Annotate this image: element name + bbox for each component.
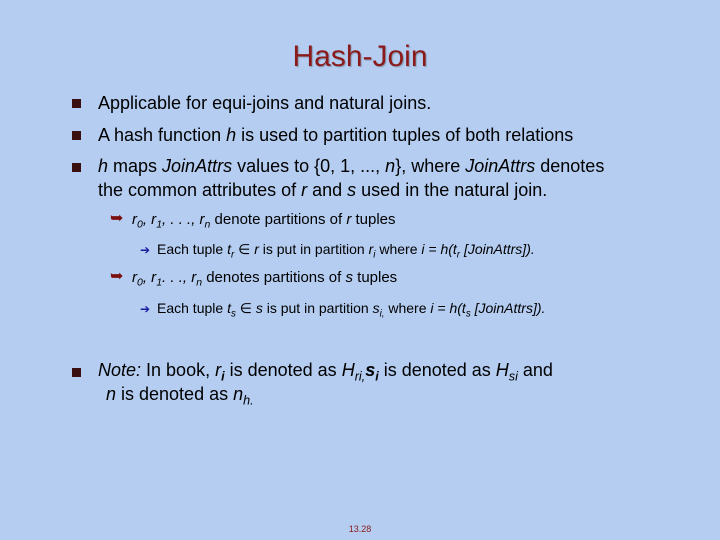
- sub-bullet-2-text: denotes partitions of: [202, 269, 346, 286]
- bullet-2-pre: A hash function: [98, 125, 227, 145]
- note-d: and: [517, 360, 553, 380]
- subsub2-formula-end: [JoinAttrs]).: [470, 300, 546, 316]
- bullet-1: [98, 93, 431, 114]
- sub-sub-bullet-2: [157, 300, 545, 319]
- sub-sub-bullet-1: [157, 241, 535, 260]
- arrow-right-icon: ➔: [140, 302, 151, 316]
- subsub1-t: t: [227, 241, 231, 257]
- bullet-3-joinattrs-2: JoinAttrs: [465, 156, 536, 176]
- bullet-3-h: h: [98, 156, 109, 176]
- note2-n: n: [106, 384, 117, 404]
- bullet-3-text-c: }, where: [395, 156, 466, 176]
- note-H: H: [341, 360, 355, 380]
- slide-title: Hash-Join: [292, 40, 428, 73]
- bullet-3-line2-a: the common attributes of: [98, 180, 302, 200]
- sub-bullet-1-r: r: [346, 211, 352, 228]
- subsub2-b: is put in partition: [262, 300, 373, 316]
- subsub2-a: Each tuple: [157, 300, 228, 316]
- bullet-3-text-b: values to {0, 1, ...,: [232, 156, 386, 176]
- subsub2-sisub: i,: [379, 308, 385, 320]
- note-H2: H: [495, 360, 509, 380]
- note-risub: i: [221, 369, 225, 384]
- subsub2-si: s: [372, 300, 380, 316]
- arrow-bullet-icon: ➥: [110, 210, 124, 227]
- note2-a: is denoted as: [116, 384, 234, 404]
- subsub1-formula: i = h(t: [421, 241, 457, 257]
- subsub2-s: s: [255, 300, 263, 316]
- subsub2-formula-sub: s: [465, 308, 471, 320]
- bullet-3-r: r: [301, 180, 308, 200]
- subsub1-a: Each tuple: [157, 241, 228, 257]
- note-label: Note:: [98, 360, 142, 380]
- square-bullet-icon: [72, 99, 81, 108]
- bullet-2: [98, 125, 573, 146]
- subsub1-tsub: r: [230, 249, 235, 261]
- note-H2sub: si: [508, 369, 518, 384]
- arrow-right-icon: ➔: [140, 243, 151, 257]
- subsub2-in: ∈: [235, 300, 256, 316]
- sub-bullet-2-s: s: [345, 269, 353, 286]
- bullet-3-joinattrs: JoinAttrs: [162, 156, 233, 176]
- note2-nhsub: h.: [243, 393, 254, 408]
- subsub1-formula-sub: r: [456, 249, 461, 261]
- bullet-2-h: h: [226, 125, 237, 145]
- bullet-3-s: s: [347, 180, 357, 200]
- note-line-2: [106, 384, 254, 407]
- bullet-3-line2-b: and: [307, 180, 348, 200]
- subsub2-t: t: [227, 300, 231, 316]
- sub-bullet-1-text: denote partitions of: [210, 211, 347, 228]
- sub-bullet-2-end: tuples: [352, 269, 398, 286]
- subsub1-c: where: [375, 241, 422, 257]
- subsub2-c: where: [384, 300, 431, 316]
- subsub1-ri: r: [368, 241, 374, 257]
- bullet-3-line-2: [98, 180, 547, 201]
- note-ri: r: [215, 360, 222, 380]
- bullet-3-line2-c: used in the natural join.: [356, 180, 548, 200]
- subsub1-r: r: [254, 241, 259, 257]
- note-Hsub: ri,: [354, 369, 366, 384]
- arrow-bullet-icon: ➥: [110, 268, 124, 285]
- subsub2-tsub: s: [230, 308, 236, 320]
- note-sisub: i: [375, 369, 379, 384]
- bullet-3-n: n: [385, 156, 396, 176]
- note-line-1: [98, 360, 553, 383]
- square-bullet-icon: [72, 163, 81, 172]
- square-bullet-icon: [72, 131, 81, 140]
- note-a: In book,: [141, 360, 216, 380]
- subsub1-risub: i: [373, 249, 376, 261]
- subsub1-in: ∈: [234, 241, 255, 257]
- note-b: is denoted as: [224, 360, 342, 380]
- bullet-2-post: is used to partition tuples of both relations: [236, 125, 574, 145]
- note-c: is denoted as: [378, 360, 496, 380]
- subsub1-b: is put in partition: [258, 241, 369, 257]
- bullet-3-text-d: denotes: [535, 156, 605, 176]
- sub-bullet-1-end: tuples: [351, 211, 396, 228]
- note2-nh: n: [233, 384, 244, 404]
- sub-bullet-1: $r_0$, $r_1$, . . ., $r_n$ denote partitions of r tuples: [132, 211, 396, 231]
- bullet-3-line-1: [98, 156, 604, 177]
- subsub2-formula: i = h(t: [430, 300, 466, 316]
- subsub1-formula-end: [JoinAttrs]).: [460, 241, 535, 257]
- bullet-3-text-a: maps: [108, 156, 163, 176]
- bullet-1-text: Applicable for equi-joins and natural joins.: [98, 93, 432, 113]
- square-bullet-icon: [72, 368, 81, 377]
- sub-bullet-2: $r_0$, $r_1$. . ., $r_n$ denotes partitions of s tuples: [132, 269, 398, 289]
- note-si: s: [365, 360, 376, 380]
- page-number: 13.28: [348, 524, 372, 534]
